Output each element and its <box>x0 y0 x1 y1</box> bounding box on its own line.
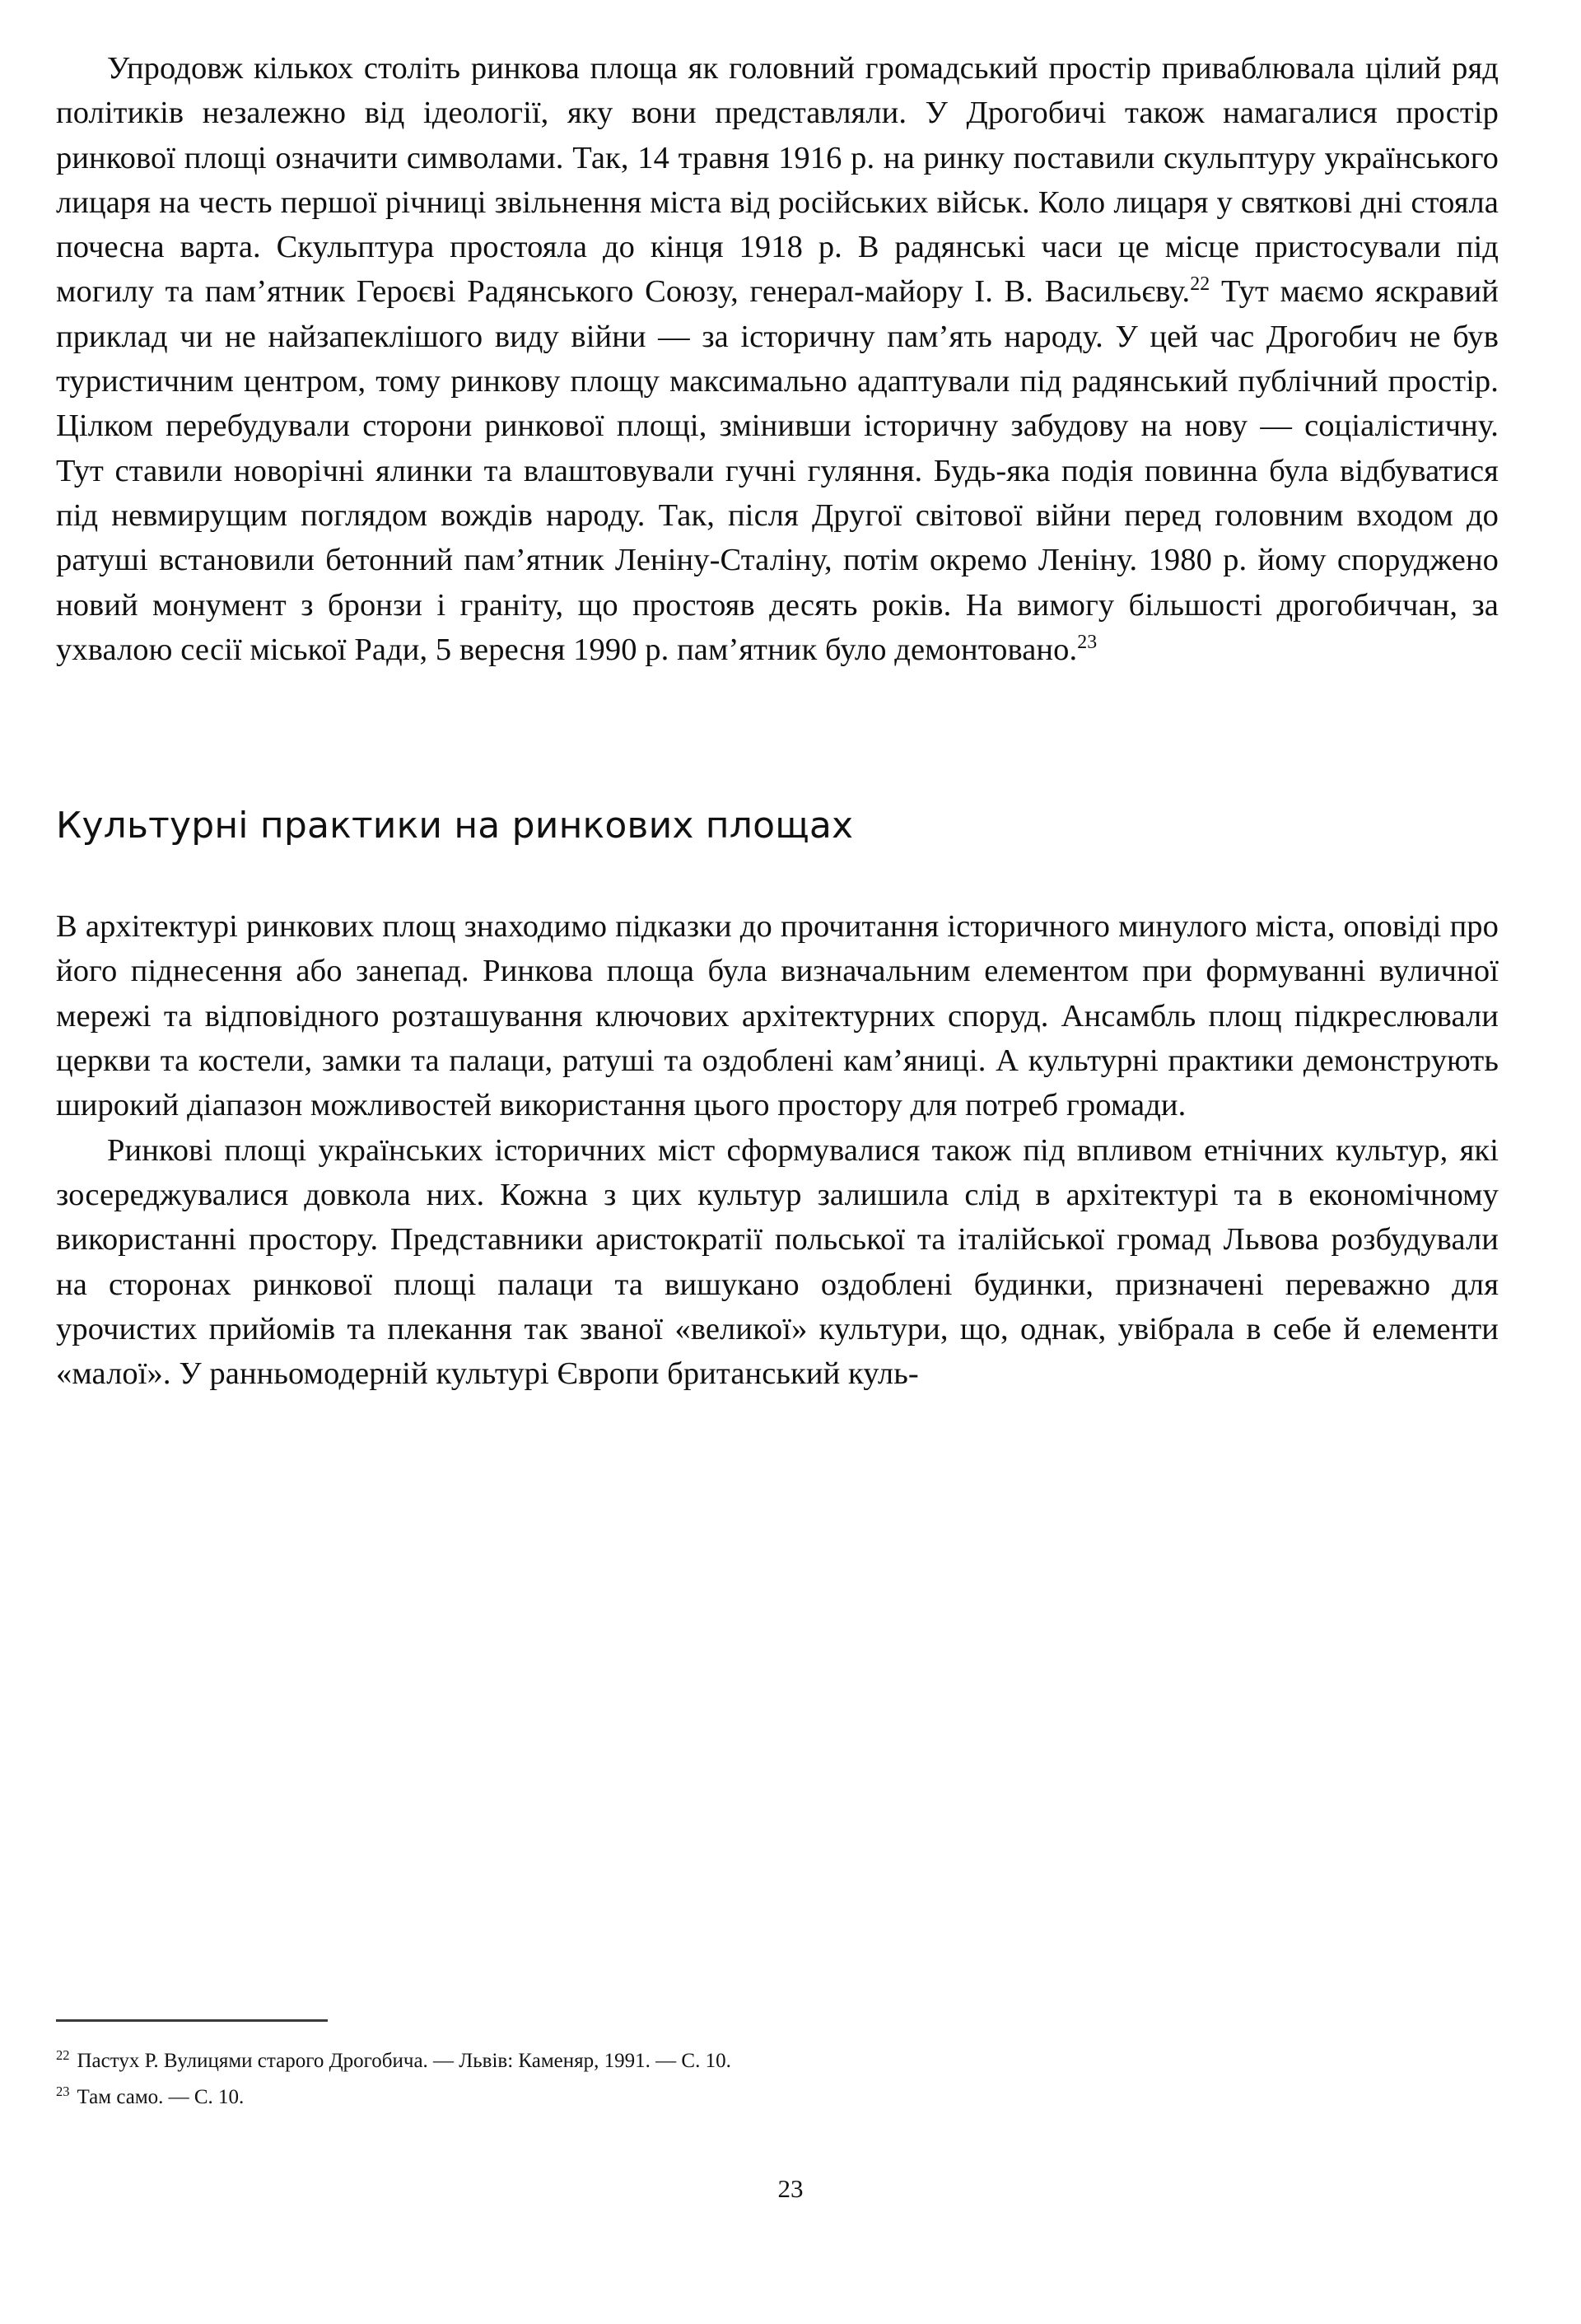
paragraph-1-text-b: Тут маємо яскравий приклад чи не найзапеклішого виду війни — за історичну пам’ять народу. У цей час Дрогобич не був туристичним центром, тому ринкову площу максимально адаптували під радянський публічний простір. Цілком перебудували сторони ринкової площі, змінивши історичну забудову на нову — соціалістичну. Тут ставили новорічні ялинки та влаштовували гучні гуляння. Будь-яка подія повинна була відбуватися під невмирущим поглядом вождів народу. Так, після Другої світової війни перед головним входом до ратуші встановили бетонний пам’ятник Леніну-Сталіну, потім окремо Леніну. 1980 р. йому споруджено новий монумент з бронзи і граніту, що простояв десять років. На вимогу більшості дрогобиччан, за ухвалою сесії міської Ради, 5 вересня 1990 р. пам’ятник було демонтовано. <box>56 274 1499 667</box>
page-content <box>56 46 1499 1396</box>
footnote-ref-23[interactable]: 23 <box>1077 632 1098 654</box>
footnote-text-23: Там само. — С. 10. <box>77 2086 245 2108</box>
footnote-text-22: Пастух Р. Вулицями старого Дрогобича. — Львів: Каменяр, 1991. — С. 10. <box>77 2050 731 2072</box>
footnote-ref-22[interactable]: 22 <box>1190 273 1210 296</box>
paragraph-1-text-a: Упродовж кількох століть ринкова площа як головний громадський простір приваблювала цілий ряд політиків незалежно від ідеології, яку вони представляли. У Дрогобичі також намагалися простір ринкової площі означити символами. Так, 14 травня 1916 р. на ринку поставили скульптуру українського лицаря на честь першої річниці звільнення міста від російських військ. Коло лицаря у святкові дні стояла почесна варта. Скульптура простояла до кінця 1918 р. В радянські часи це місце пристосували під могилу та пам’ятник Героєві Радянського Союзу, генерал-майору І. В. Васильєву. <box>56 51 1499 310</box>
footnote-marker-22: 22 <box>56 2046 70 2063</box>
paragraph-architecture-of-squares: В архітектурі ринкових площ знаходимо підказки до прочитання історичного минулого міста, оповіді про його піднесення або занепад. Ринкова площа була визначальним елементом при формуванні вуличної мережі та відповідного розташування ключових архітектурних споруд. Ансамбль площ підкреслювали церкви та костели, замки та палаци, ратуші та оздоблені кам’яниці. А культурні практики демонструють широкий діапазон можливостей використання цього простору для потреб громади. <box>56 909 1499 1123</box>
section-heading-cultural-practices: Культурні практики на ринкових площах <box>56 805 854 847</box>
footnote-separator-rule <box>56 2019 328 2022</box>
footnote-marker-23: 23 <box>56 2083 70 2099</box>
page-number: 23 <box>777 2174 804 2203</box>
paragraph-ethnic-cultures: Ринкові площі українських історичних міст сформувалися також під впливом етнічних культур, які зосереджувалися довкола них. Кожна з цих культур залишила слід в архітектурі та в економічному використанні простору. Представники аристократії польської та італійської громад Львова розбудували на сторонах ринкової площі палаци та вишукано оздоблені будинки, призначені переважно для урочистих прийомів та плекання так званої «великої» культури, що, однак, увібрала в себе й елементи «малої». У ранньомодерній культурі Європи британський куль- <box>56 1132 1499 1392</box>
spacer-before-heading <box>56 672 1499 804</box>
spacer-after-heading <box>56 848 1499 904</box>
footnote-item-23 <box>56 2079 1505 2116</box>
footnote-item-22 <box>56 2043 1505 2079</box>
paragraph-market-square-politics <box>56 46 1499 672</box>
footnotes-section <box>56 2019 1505 2116</box>
